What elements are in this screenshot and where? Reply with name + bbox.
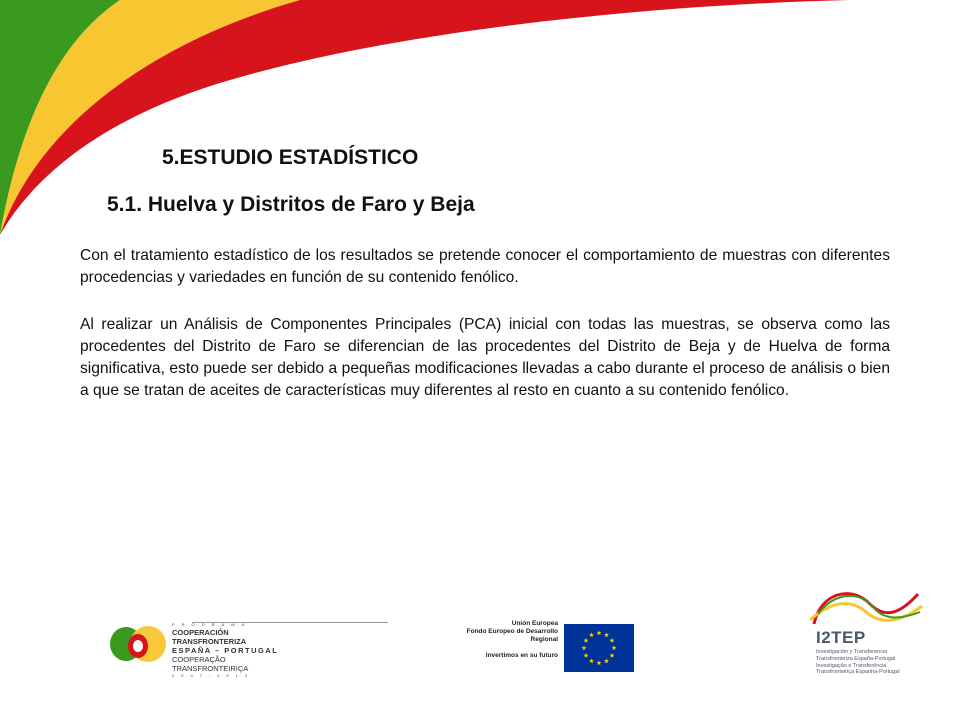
eu-feder-logo bbox=[440, 620, 640, 676]
section-title: 5.ESTUDIO ESTADÍSTICO bbox=[162, 146, 419, 169]
i2tep-sub1: Investigación y Transferencia bbox=[816, 649, 888, 655]
i2tep-logo bbox=[790, 584, 930, 684]
poctep-line2: ESPAÑA – PORTUGAL bbox=[172, 646, 279, 655]
paragraph-intro: Con el tratamiento estadístico de los resultados se pretende conocer el comportamiento de muestras con diferentes procedencias y variedades en función de su contenido fenólico. bbox=[80, 247, 890, 286]
i2tep-swirl-icon bbox=[790, 584, 930, 634]
subsection-title: 5.1. Huelva y Distritos de Faro y Beja bbox=[107, 193, 475, 216]
eu-line2: Fondo Europeo de Desarrollo bbox=[466, 628, 558, 635]
eu-text bbox=[440, 620, 558, 660]
poctep-line3: COOPERAÇÃO TRANSFRONTEIRIÇA bbox=[172, 655, 249, 673]
eu-line4: Invertimos en su futuro bbox=[485, 652, 558, 659]
eu-flag-icon bbox=[564, 624, 634, 672]
i2tep-subtitle bbox=[816, 649, 926, 676]
i2tep-sub4: Transfronteiriça Espanha-Portugal bbox=[816, 669, 900, 676]
eu-line3: Regional bbox=[530, 636, 558, 643]
poctep-mark-icon bbox=[108, 623, 170, 665]
i2tep-name: I2TEP bbox=[816, 628, 866, 647]
poctep-program-label: PROGRAMA bbox=[172, 622, 252, 627]
poctep-text bbox=[172, 622, 292, 679]
i2tep-sub2: Transfronteriza España-Portugal bbox=[816, 655, 896, 662]
poctep-years-label: 2007-2013 bbox=[172, 673, 255, 678]
poctep-line1: COOPERACIÓN TRANSFRONTERIZA bbox=[172, 628, 247, 646]
eu-line1: Unión Europea bbox=[511, 620, 558, 627]
i2tep-sub3: Investigação e Transferência bbox=[816, 662, 887, 669]
poctep-logo bbox=[96, 620, 296, 678]
paragraph-pca: Al realizar un Análisis de Componentes Principales (PCA) inicial con todas las muestras, se observa como las procedentes del Distrito de Faro se diferencian de las procedentes del Distrito de Beja y de Huelva de forma significativa, esto puede ser debido a pequeñas modificaciones llevadas a cabo durante el proceso de análisis o bien a que se tratan de aceites de características muy diferentes al resto en cuanto a su contenido fenólico. bbox=[80, 316, 890, 399]
